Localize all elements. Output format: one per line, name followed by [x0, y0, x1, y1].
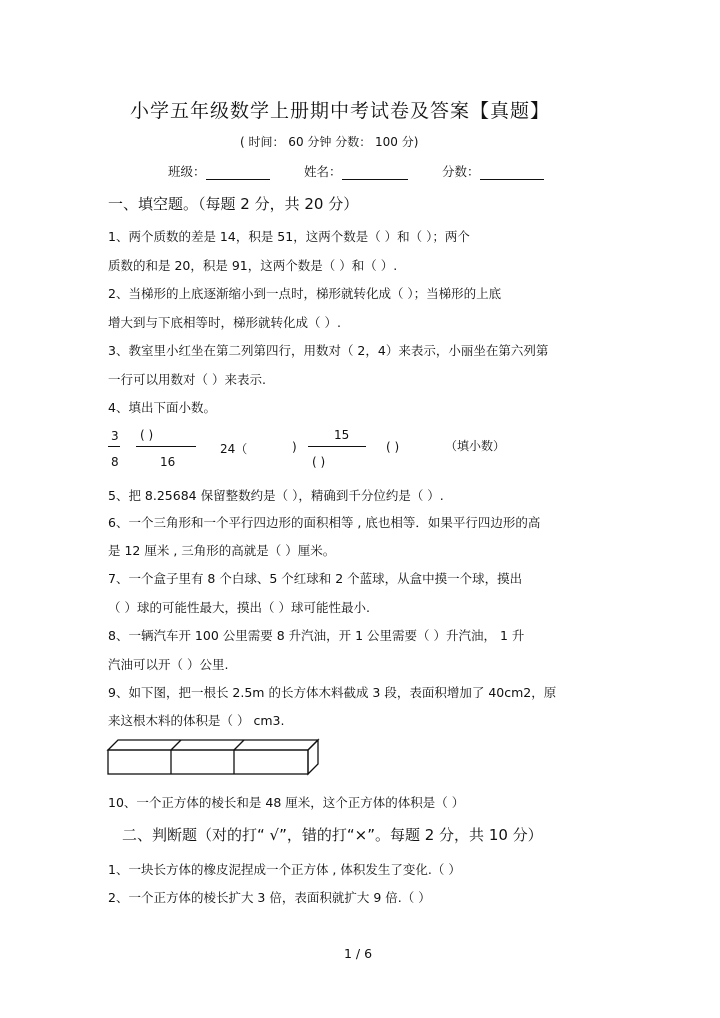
page-title: 小学五年级数学上册期中考试卷及答案【真题】 — [130, 100, 551, 122]
cuboid-front-face — [108, 750, 308, 774]
question-3-line-2: 一行可以用数对（ ）来表示. — [108, 372, 266, 387]
fraction-3-bar — [308, 446, 366, 447]
cut-line-2-top — [234, 740, 244, 750]
judge-question-1: 1、一块长方体的橡皮泥捏成一个正方体 , 体积发生了变化.（ ） — [108, 862, 461, 877]
question-9-line-2: 来这根木料的体积是（ ） cm3. — [108, 713, 285, 728]
cut-line-1-top — [171, 740, 181, 750]
score-label: 分数： — [442, 164, 480, 179]
class-blank[interactable] — [206, 165, 270, 180]
question-7-line-1: 7、一个盒子里有 8 个白球、5 个红球和 2 个蓝球，从盒中摸一个球，摸出 — [108, 571, 523, 586]
question-1-line-1: 1、两个质数的差是 14，积是 51，这两个数是（ ）和（ ）；两个 — [108, 229, 470, 244]
decimal-blank[interactable]: ( ) — [386, 440, 400, 454]
question-6-line-1: 6、一个三角形和一个平行四边形的面积相等 , 底也相等．如果平行四边形的高 — [108, 515, 541, 530]
question-4-line-1: 4、填出下面小数。 — [108, 400, 216, 415]
question-8-line-1: 8、一辆汽车开 100 公里需要 8 升汽油，开 1 公里需要（ ）升汽油， 1 升 — [108, 628, 525, 643]
fraction-2-blank[interactable]: ( ) — [140, 428, 154, 442]
page-number: 1 / 6 — [344, 946, 373, 961]
cuboid-figure — [104, 736, 322, 776]
question-2-line-2: 增大到与下底相等时，梯形就转化成（ ）. — [108, 315, 341, 330]
question-1-line-2: 质数的和是 20，积是 91，这两个数是（ ）和（ ）. — [108, 258, 398, 273]
section-2-heading: 二、判断题（对的打“ √”，错的打“×”。每题 2 分，共 10 分） — [122, 826, 543, 844]
fraction-1-denominator: 8 — [111, 455, 119, 469]
question-3-line-1: 3、教室里小红坐在第二列第四行，用数对（ 2，4）来表示，小丽坐在第六列第 — [108, 343, 549, 358]
question-6-line-2: 是 12 厘米 , 三角形的高就是（ ）厘米。 — [108, 543, 336, 558]
fraction-3-blank[interactable]: ( ) — [312, 455, 326, 469]
score-blank[interactable] — [480, 165, 544, 180]
question-2-line-1: 2、当梯形的上底逐渐缩小到一点时，梯形就转化成（ ）；当梯形的上底 — [108, 286, 502, 301]
fraction-2-bar — [136, 446, 196, 447]
question-9-line-1: 9、如下图，把一根长 2.5m 的长方体木料截成 3 段，表面积增加了 40cm2，原 — [108, 685, 557, 700]
value-24-close: ) — [292, 440, 297, 454]
judge-question-2: 2、一个正方体的棱长扩大 3 倍，表面积就扩大 9 倍.（ ） — [108, 890, 431, 905]
question-5: 5、把 8.25684 保留整数约是（ ），精确到千分位约是（ ）. — [108, 488, 444, 503]
score-field — [442, 162, 544, 180]
class-label: 班级： — [168, 164, 206, 179]
fraction-1-numerator: 3 — [111, 429, 119, 443]
question-8-line-2: 汽油可以开（ ）公里. — [108, 657, 229, 672]
fill-decimal-hint: （填小数） — [445, 439, 506, 453]
fraction-2-denominator: 16 — [160, 455, 176, 469]
fraction-1-bar — [108, 446, 120, 447]
exam-meta: ( 时间： 60 分钟 分数： 100 分) — [240, 135, 419, 149]
class-field — [168, 162, 270, 180]
name-blank[interactable] — [342, 165, 408, 180]
question-10: 10、一个正方体的棱长和是 48 厘米，这个正方体的体积是（ ） — [108, 795, 465, 810]
value-24-open: 24（ — [220, 442, 248, 456]
name-field — [304, 162, 408, 180]
section-1-heading: 一、填空题。（每题 2 分，共 20 分） — [108, 195, 359, 213]
name-label: 姓名： — [304, 164, 342, 179]
cuboid-side-face — [308, 740, 318, 774]
fraction-3-numerator: 15 — [334, 428, 350, 442]
question-7-line-2: （ ）球的可能性最大，摸出（ ）球可能性最小. — [108, 600, 370, 615]
cuboid-top-face — [108, 740, 318, 750]
